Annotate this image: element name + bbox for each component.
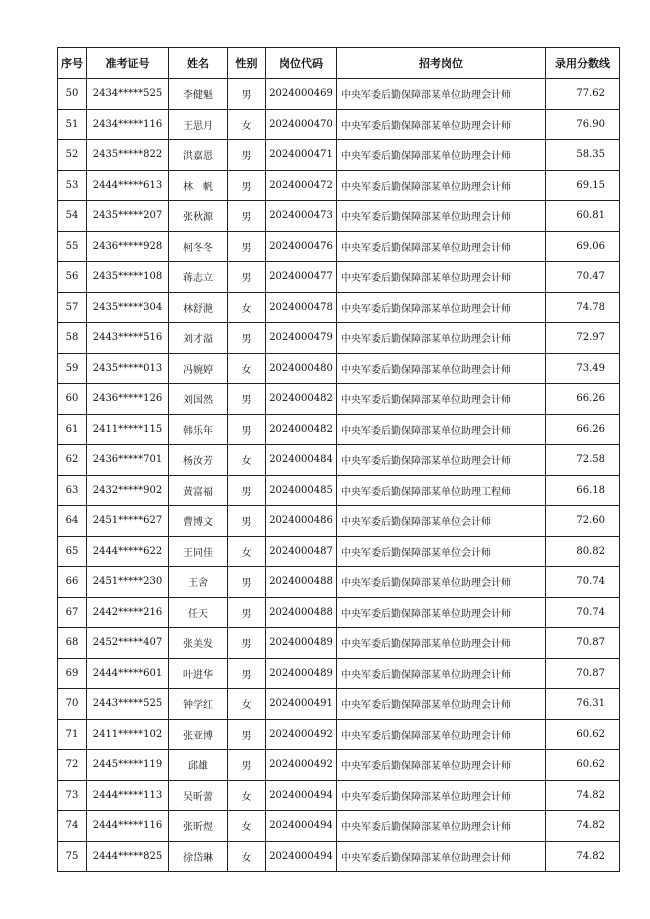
cell-code: 2024000471 [266,140,337,171]
header-row [58,48,620,79]
cell-position: 中央军委后勤保障部某单位助理会计师 [337,445,546,476]
header-name: 姓名 [169,48,228,79]
cell-code: 2024000482 [266,414,337,445]
cell-code: 2024000494 [266,811,337,842]
cell-ticket: 2435*****013 [87,353,169,384]
cell-seq: 50 [58,79,87,110]
cell-position: 中央军委后勤保障部某单位助理会计师 [337,780,546,811]
cell-position: 中央军委后勤保障部某单位助理会计师 [337,170,546,201]
cell-gender: 男 [228,506,266,537]
cell-gender: 女 [228,780,266,811]
cell-score: 76.90 [546,109,620,140]
cell-code: 2024000494 [266,780,337,811]
cell-seq: 67 [58,597,87,628]
table-row [58,170,620,201]
cell-position: 中央军委后勤保障部某单位助理会计师 [337,628,546,659]
cell-score: 74.82 [546,841,620,872]
cell-position: 中央军委后勤保障部某单位会计师 [337,506,546,537]
cell-ticket: 2432*****902 [87,475,169,506]
cell-position: 中央军委后勤保障部某单位助理会计师 [337,231,546,262]
cell-ticket: 2435*****108 [87,262,169,293]
cell-ticket: 2411*****115 [87,414,169,445]
cell-name: 王思月 [169,109,228,140]
cell-gender: 男 [228,201,266,232]
cell-gender: 男 [228,170,266,201]
cell-position: 中央军委后勤保障部某单位助理会计师 [337,841,546,872]
cell-code: 2024000476 [266,231,337,262]
cell-ticket: 2434*****525 [87,79,169,110]
cell-score: 80.82 [546,536,620,567]
table-row [58,628,620,659]
cell-score: 70.87 [546,628,620,659]
cell-seq: 71 [58,719,87,750]
cell-gender: 男 [228,262,266,293]
table-row [58,719,620,750]
cell-code: 2024000478 [266,292,337,323]
cell-score: 70.74 [546,597,620,628]
cell-ticket: 2443*****525 [87,689,169,720]
cell-position: 中央军委后勤保障部某单位助理会计师 [337,140,546,171]
cell-seq: 60 [58,384,87,415]
cell-seq: 58 [58,323,87,354]
cell-name: 钟学红 [169,689,228,720]
cell-position: 中央军委后勤保障部某单位助理会计师 [337,79,546,110]
cell-ticket: 2442*****216 [87,597,169,628]
cell-code: 2024000491 [266,689,337,720]
table-row [58,689,620,720]
cell-code: 2024000486 [266,506,337,537]
cell-name: 王舍 [169,567,228,598]
cell-code: 2024000479 [266,323,337,354]
cell-seq: 61 [58,414,87,445]
cell-code: 2024000484 [266,445,337,476]
table-row [58,475,620,506]
cell-ticket: 2444*****622 [87,536,169,567]
cell-position: 中央军委后勤保障部某单位助理会计师 [337,567,546,598]
table-row [58,841,620,872]
cell-score: 60.62 [546,750,620,781]
cell-seq: 72 [58,750,87,781]
cell-seq: 64 [58,506,87,537]
cell-score: 76.31 [546,689,620,720]
table-body [58,79,620,872]
cell-name: 刘才溢 [169,323,228,354]
cell-gender: 女 [228,841,266,872]
cell-seq: 66 [58,567,87,598]
header-position: 招考岗位 [337,48,546,79]
header-code: 岗位代码 [266,48,337,79]
cell-ticket: 2435*****304 [87,292,169,323]
cell-position: 中央军委后勤保障部某单位助理会计师 [337,658,546,689]
cell-seq: 70 [58,689,87,720]
cell-score: 74.82 [546,811,620,842]
cell-seq: 52 [58,140,87,171]
cell-ticket: 2451*****627 [87,506,169,537]
cell-ticket: 2444*****825 [87,841,169,872]
cell-ticket: 2444*****113 [87,780,169,811]
cell-code: 2024000488 [266,567,337,598]
cell-name: 杨汝芳 [169,445,228,476]
cell-ticket: 2451*****230 [87,567,169,598]
cell-position: 中央军委后勤保障部某单位助理会计师 [337,414,546,445]
cell-name: 洪嘉恩 [169,140,228,171]
cell-gender: 女 [228,811,266,842]
cell-position: 中央军委后勤保障部某单位助理会计师 [337,597,546,628]
cell-ticket: 2411*****102 [87,719,169,750]
cell-gender: 女 [228,689,266,720]
cell-position: 中央军委后勤保障部某单位助理会计师 [337,323,546,354]
table-row [58,140,620,171]
cell-name: 张亚博 [169,719,228,750]
cell-position: 中央军委后勤保障部某单位助理会计师 [337,262,546,293]
cell-score: 58.35 [546,140,620,171]
cell-seq: 56 [58,262,87,293]
header-seq: 序号 [58,48,87,79]
cell-seq: 57 [58,292,87,323]
cell-gender: 男 [228,719,266,750]
cell-gender: 女 [228,292,266,323]
cell-score: 70.74 [546,567,620,598]
cell-code: 2024000477 [266,262,337,293]
cell-seq: 63 [58,475,87,506]
cell-code: 2024000473 [266,201,337,232]
cell-score: 74.82 [546,780,620,811]
cell-code: 2024000494 [266,841,337,872]
table-row [58,292,620,323]
cell-position: 中央军委后勤保障部某单位助理会计师 [337,292,546,323]
cell-gender: 男 [228,750,266,781]
cell-name: 蒋志立 [169,262,228,293]
cell-ticket: 2444*****613 [87,170,169,201]
cell-gender: 男 [228,384,266,415]
table-row [58,445,620,476]
cell-gender: 男 [228,79,266,110]
cell-code: 2024000485 [266,475,337,506]
cell-code: 2024000482 [266,384,337,415]
cell-code: 2024000492 [266,719,337,750]
cell-name: 刘国然 [169,384,228,415]
table-row [58,414,620,445]
cell-seq: 74 [58,811,87,842]
table-row [58,262,620,293]
cell-score: 66.18 [546,475,620,506]
cell-position: 中央军委后勤保障部某单位助理会计师 [337,353,546,384]
table-row [58,811,620,842]
table-row [58,384,620,415]
cell-score: 72.60 [546,506,620,537]
cell-position: 中央军委后勤保障部某单位助理会计师 [337,109,546,140]
cell-seq: 69 [58,658,87,689]
table-row [58,201,620,232]
cell-gender: 男 [228,567,266,598]
cell-name: 任天 [169,597,228,628]
admission-table [57,47,620,872]
header-score: 录用分数线 [546,48,620,79]
cell-name: 林舒滟 [169,292,228,323]
table-row [58,506,620,537]
cell-ticket: 2444*****116 [87,811,169,842]
cell-name: 王同佳 [169,536,228,567]
cell-seq: 53 [58,170,87,201]
cell-position: 中央军委后勤保障部某单位助理会计师 [337,719,546,750]
cell-gender: 男 [228,597,266,628]
table-row [58,536,620,567]
cell-gender: 女 [228,109,266,140]
cell-score: 60.81 [546,201,620,232]
cell-position: 中央军委后勤保障部某单位助理会计师 [337,689,546,720]
cell-code: 2024000470 [266,109,337,140]
cell-name: 冯婉婷 [169,353,228,384]
cell-code: 2024000472 [266,170,337,201]
cell-code: 2024000488 [266,597,337,628]
cell-score: 66.26 [546,414,620,445]
cell-gender: 女 [228,353,266,384]
cell-name: 张美发 [169,628,228,659]
cell-code: 2024000469 [266,79,337,110]
cell-name: 叶进华 [169,658,228,689]
table-row [58,597,620,628]
cell-name: 张昕煜 [169,811,228,842]
table-row [58,323,620,354]
cell-name: 李健魁 [169,79,228,110]
cell-seq: 55 [58,231,87,262]
cell-seq: 51 [58,109,87,140]
cell-code: 2024000489 [266,628,337,659]
cell-seq: 65 [58,536,87,567]
table-row [58,567,620,598]
cell-seq: 62 [58,445,87,476]
cell-ticket: 2436*****928 [87,231,169,262]
table-row [58,780,620,811]
cell-position: 中央军委后勤保障部某单位助理会计师 [337,201,546,232]
cell-ticket: 2435*****822 [87,140,169,171]
cell-gender: 男 [228,414,266,445]
cell-name: 徐岱琳 [169,841,228,872]
cell-score: 70.87 [546,658,620,689]
cell-gender: 女 [228,536,266,567]
cell-ticket: 2436*****701 [87,445,169,476]
table-row [58,750,620,781]
cell-score: 66.26 [546,384,620,415]
table-row [58,658,620,689]
table-row [58,231,620,262]
cell-gender: 男 [228,628,266,659]
table-row [58,109,620,140]
cell-name: 韩乐年 [169,414,228,445]
cell-gender: 男 [228,140,266,171]
cell-name: 张秋源 [169,201,228,232]
cell-score: 69.15 [546,170,620,201]
cell-score: 72.58 [546,445,620,476]
cell-ticket: 2452*****407 [87,628,169,659]
cell-code: 2024000487 [266,536,337,567]
cell-ticket: 2436*****126 [87,384,169,415]
cell-score: 72.97 [546,323,620,354]
cell-code: 2024000492 [266,750,337,781]
table-row [58,353,620,384]
cell-gender: 男 [228,323,266,354]
cell-score: 77.62 [546,79,620,110]
cell-seq: 68 [58,628,87,659]
cell-name: 邱雄 [169,750,228,781]
cell-position: 中央军委后勤保障部某单位助理工程师 [337,475,546,506]
cell-name: 林 帆 [169,170,228,201]
table-row [58,79,620,110]
cell-score: 70.47 [546,262,620,293]
cell-score: 73.49 [546,353,620,384]
cell-position: 中央军委后勤保障部某单位助理会计师 [337,811,546,842]
cell-ticket: 2444*****601 [87,658,169,689]
cell-name: 吴昕蕾 [169,780,228,811]
cell-position: 中央军委后勤保障部某单位会计师 [337,536,546,567]
cell-seq: 59 [58,353,87,384]
cell-code: 2024000480 [266,353,337,384]
cell-seq: 75 [58,841,87,872]
cell-position: 中央军委后勤保障部某单位助理会计师 [337,750,546,781]
cell-code: 2024000489 [266,658,337,689]
cell-score: 74.78 [546,292,620,323]
cell-position: 中央军委后勤保障部某单位助理会计师 [337,384,546,415]
cell-ticket: 2443*****516 [87,323,169,354]
header-gender: 性别 [228,48,266,79]
cell-ticket: 2445*****119 [87,750,169,781]
cell-score: 69.06 [546,231,620,262]
cell-gender: 男 [228,231,266,262]
cell-gender: 女 [228,445,266,476]
cell-seq: 73 [58,780,87,811]
cell-name: 黄富福 [169,475,228,506]
cell-name: 柯冬冬 [169,231,228,262]
cell-gender: 男 [228,475,266,506]
cell-gender: 男 [228,658,266,689]
cell-score: 60.62 [546,719,620,750]
cell-seq: 54 [58,201,87,232]
header-ticket: 准考证号 [87,48,169,79]
cell-name: 曹博文 [169,506,228,537]
cell-ticket: 2435*****207 [87,201,169,232]
cell-ticket: 2434*****116 [87,109,169,140]
